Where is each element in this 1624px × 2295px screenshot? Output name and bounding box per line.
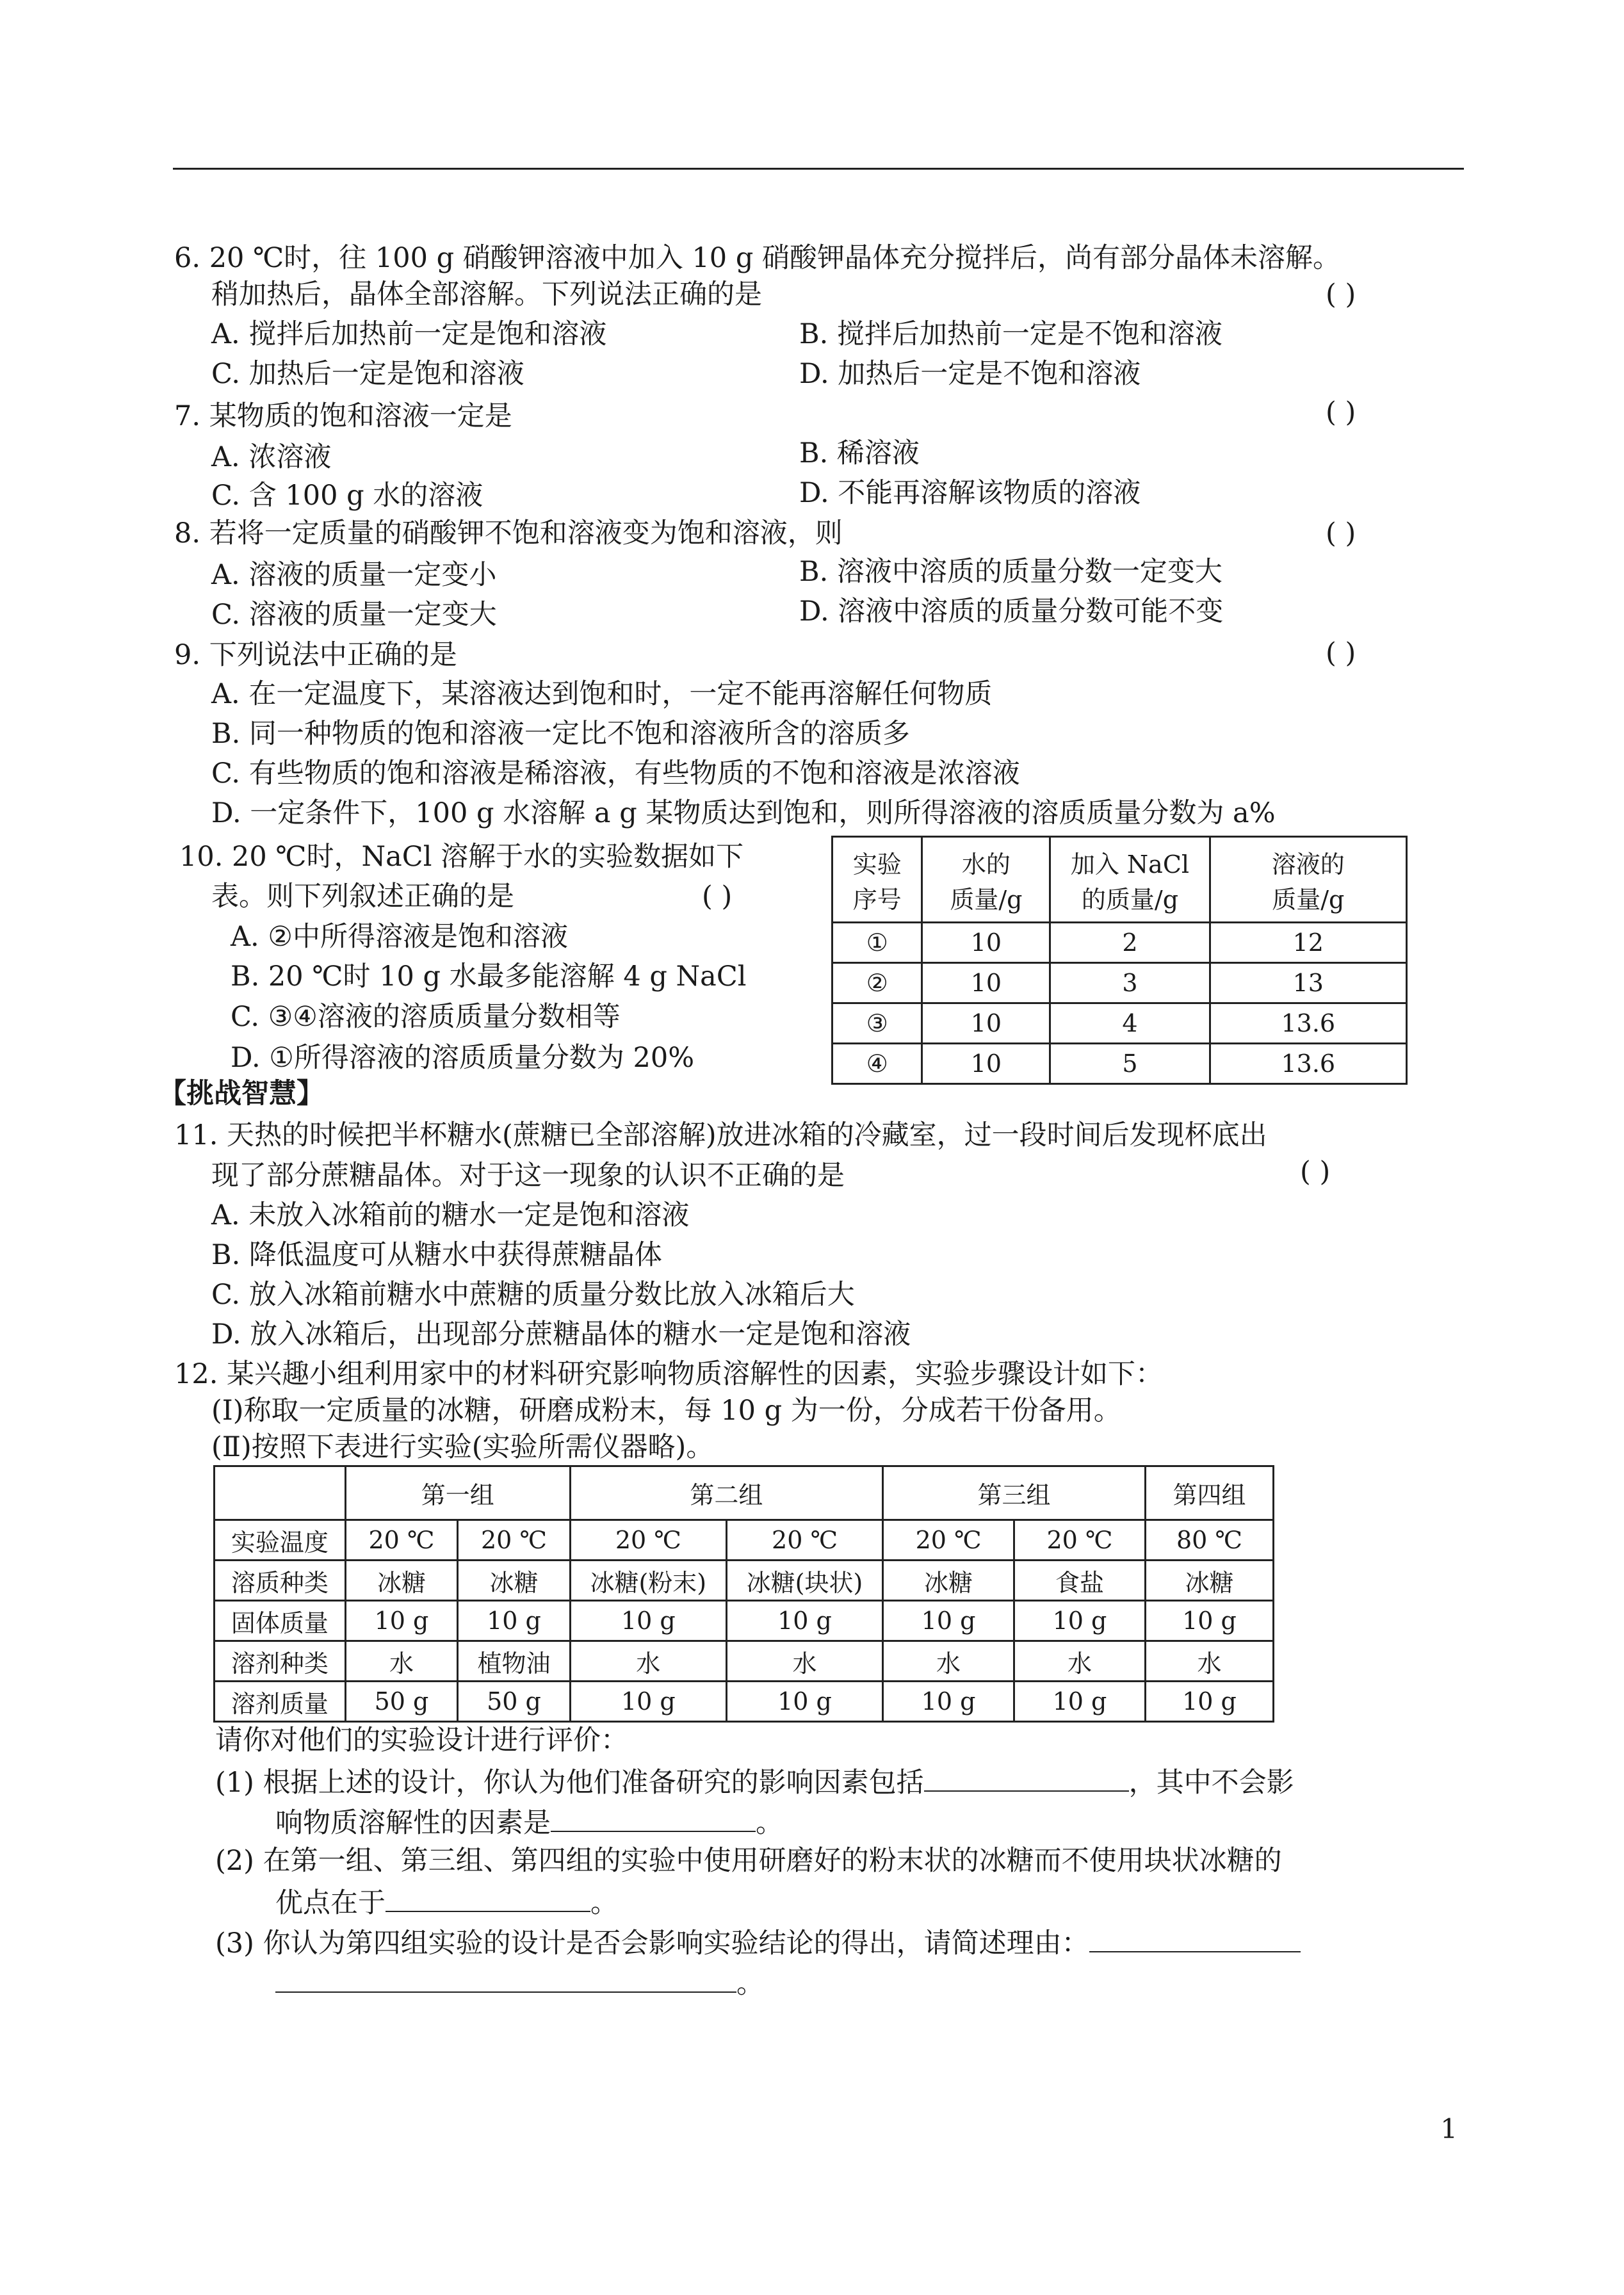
table-cell: 10 g (1014, 1682, 1146, 1722)
q11-option-b: B. 降低温度可从糖水中获得蔗糖晶体 (211, 1239, 662, 1271)
q12-part3-blank2[interactable] (275, 1963, 736, 1993)
q12-part1-blank1[interactable] (924, 1762, 1129, 1792)
table-cell: 10 g (1145, 1682, 1273, 1722)
group-header: 第四组 (1145, 1466, 1273, 1520)
q11-stem-line1: 11. 天热的时候把半杯糖水(蔗糖已全部溶解)放进冰箱的冷藏室，过一段时间后发现杯底出 (174, 1119, 1267, 1151)
group-header: 第三组 (883, 1466, 1146, 1520)
q12-experiment-table (213, 1465, 1274, 1723)
q12-step2: (Ⅱ)按照下表进行实验(实验所需仪器略)。 (211, 1431, 714, 1463)
q12-part3-blank1[interactable] (1089, 1923, 1301, 1952)
table-cell: 20 ℃ (726, 1520, 882, 1561)
group-header: 第一组 (345, 1466, 570, 1520)
table-cell: 10 g (458, 1601, 571, 1641)
q12-group-header-row (215, 1466, 1274, 1520)
q10-table-header-row (832, 837, 1407, 923)
q10-header-cell: 实验 序号 (832, 837, 922, 923)
table-cell (215, 1466, 346, 1520)
table-cell: 10 g (1145, 1601, 1273, 1641)
q8-stem: 8. 若将一定质量的硝酸钾不饱和溶液变为饱和溶液，则 (174, 517, 843, 549)
table-cell: 20 ℃ (458, 1520, 571, 1561)
q10-stem-line1: 10. 20 ℃时，NaCl 溶解于水的实验数据如下 (179, 841, 744, 873)
q6-option-b: B. 搅拌后加热前一定是不饱和溶液 (799, 318, 1222, 350)
q6-stem-line2: 稍加热后，晶体全部溶解。下列说法正确的是 (211, 279, 762, 311)
table-cell: 10 g (883, 1682, 1014, 1722)
q12-stem: 12. 某兴趣小组利用家中的材料研究影响物质溶解性的因素，实验步骤设计如下： (174, 1358, 1164, 1390)
q12-part1-line1: (1) 根据上述的设计，你认为他们准备研究的影响因素包括 ，其中不会影 (215, 1762, 1294, 1801)
q10-option-d: D. ①所得溶液的溶质质量分数为 20% (231, 1042, 695, 1074)
q12-part2-line1: (2) 在第一组、第三组、第四组的实验中使用研磨好的粉末状的冰糖而不使用块状冰糖的 (215, 1845, 1282, 1877)
q7-option-a: A. 浓溶液 (211, 441, 332, 473)
q12-step1: (Ⅰ)称取一定质量的冰糖，研磨成粉末，每 10 g 为一份，分成若干份备用。 (211, 1395, 1121, 1427)
row-label: 实验温度 (215, 1520, 346, 1561)
q6-option-a: A. 搅拌后加热前一定是饱和溶液 (211, 318, 607, 350)
table-row (215, 1601, 1274, 1641)
table-cell: 10 (922, 923, 1050, 963)
q8-option-d: D. 溶液中溶质的质量分数可能不变 (799, 596, 1224, 628)
table-cell: 13 (1210, 963, 1406, 1003)
q10-data-table (831, 836, 1408, 1085)
table-cell: 冰糖(块状) (726, 1561, 882, 1601)
table-cell: ③ (832, 1003, 922, 1044)
q8-option-a: A. 溶液的质量一定变小 (211, 559, 497, 591)
table-row (832, 1003, 1407, 1044)
table-row (215, 1520, 1274, 1561)
table-cell: 20 ℃ (1014, 1520, 1146, 1561)
table-cell: 10 (922, 963, 1050, 1003)
q11-option-d: D. 放入冰箱后，出现部分蔗糖晶体的糖水一定是饱和溶液 (211, 1318, 911, 1350)
q12-part1-blank2[interactable] (551, 1803, 756, 1832)
table-row (215, 1682, 1274, 1722)
table-cell: 冰糖 (345, 1561, 458, 1601)
q7-stem: 7. 某物质的饱和溶液一定是 (174, 400, 512, 432)
table-cell: 水 (1145, 1641, 1273, 1682)
table-cell: 10 g (726, 1601, 882, 1641)
q10-option-b: B. 20 ℃时 10 g 水最多能溶解 4 g NaCl (231, 961, 747, 993)
q12-part3-line2: 。 (275, 1963, 764, 2002)
q8-answer-paren[interactable]: ( ) (1326, 517, 1356, 549)
table-cell: 水 (883, 1641, 1014, 1682)
q12-part1-line2: 响物质溶解性的因素是 。 (275, 1803, 783, 1841)
q11-option-c: C. 放入冰箱前糖水中蔗糖的质量分数比放入冰箱后大 (211, 1279, 855, 1311)
table-cell: ① (832, 923, 922, 963)
table-cell: 水 (345, 1641, 458, 1682)
table-cell: 20 ℃ (570, 1520, 726, 1561)
q6-answer-paren[interactable]: ( ) (1326, 279, 1356, 311)
table-cell: 冰糖(粉末) (570, 1561, 726, 1601)
table-cell: 80 ℃ (1145, 1520, 1273, 1561)
table-cell: 2 (1050, 923, 1210, 963)
table-row (832, 963, 1407, 1003)
page-number: 1 (1440, 2113, 1458, 2145)
table-cell: 10 (922, 1044, 1050, 1084)
table-cell: 50 g (345, 1682, 458, 1722)
q9-answer-paren[interactable]: ( ) (1326, 637, 1356, 669)
q7-option-b: B. 稀溶液 (799, 437, 920, 469)
q12-evaluation-prompt: 请你对他们的实验设计进行评价： (215, 1724, 628, 1756)
q9-stem: 9. 下列说法中正确的是 (174, 639, 457, 671)
table-cell: 食盐 (1014, 1561, 1146, 1601)
table-cell: ② (832, 963, 922, 1003)
q10-option-c: C. ③④溶液的溶质质量分数相等 (231, 1001, 621, 1033)
table-row (832, 1044, 1407, 1084)
q11-stem-line2: 现了部分蔗糖晶体。对于这一现象的认识不正确的是 (211, 1160, 845, 1192)
q7-option-c: C. 含 100 g 水的溶液 (211, 480, 483, 512)
table-cell: 20 ℃ (345, 1520, 458, 1561)
q7-answer-paren[interactable]: ( ) (1326, 396, 1356, 428)
q10-option-a: A. ②中所得溶液是饱和溶液 (231, 921, 568, 953)
q11-option-a: A. 未放入冰箱前的糖水一定是饱和溶液 (211, 1199, 690, 1231)
q9-option-a: A. 在一定温度下，某溶液达到饱和时，一定不能再溶解任何物质 (211, 678, 993, 710)
q12-part2-line2: 优点在于 。 (275, 1883, 618, 1921)
table-cell: 10 g (1014, 1601, 1146, 1641)
q6-option-d: D. 加热后一定是不饱和溶液 (799, 358, 1141, 390)
q10-header-cell: 水的 质量/g (922, 837, 1050, 923)
table-cell: 10 g (345, 1601, 458, 1641)
table-row (832, 923, 1407, 963)
q10-answer-paren[interactable]: ( ) (702, 880, 733, 912)
q7-option-d: D. 不能再溶解该物质的溶液 (799, 477, 1141, 509)
q10-stem-line2: 表。则下列叙述正确的是 (211, 880, 514, 912)
table-cell: 10 (922, 1003, 1050, 1044)
table-cell: 50 g (458, 1682, 571, 1722)
q8-option-b: B. 溶液中溶质的质量分数一定变大 (799, 556, 1222, 588)
table-row (215, 1561, 1274, 1601)
q6-stem-line1: 6. 20 ℃时，往 100 g 硝酸钾溶液中加入 10 g 硝酸钾晶体充分搅拌后，尚有部分晶体未溶解。 (174, 242, 1341, 274)
table-cell: 水 (1014, 1641, 1146, 1682)
table-cell: ④ (832, 1044, 922, 1084)
q9-option-b: B. 同一种物质的饱和溶液一定比不饱和溶液所含的溶质多 (211, 718, 910, 750)
table-cell: 13.6 (1210, 1003, 1406, 1044)
table-row (215, 1641, 1274, 1682)
table-cell: 冰糖 (883, 1561, 1014, 1601)
table-cell: 10 g (883, 1601, 1014, 1641)
q8-option-c: C. 溶液的质量一定变大 (211, 599, 497, 631)
table-cell: 3 (1050, 963, 1210, 1003)
table-cell: 植物油 (458, 1641, 571, 1682)
table-cell: 13.6 (1210, 1044, 1406, 1084)
q6-option-c: C. 加热后一定是饱和溶液 (211, 358, 524, 390)
table-cell: 5 (1050, 1044, 1210, 1084)
row-label: 溶剂种类 (215, 1641, 346, 1682)
table-cell: 水 (570, 1641, 726, 1682)
q9-option-c: C. 有些物质的饱和溶液是稀溶液，有些物质的不饱和溶液是浓溶液 (211, 758, 1020, 790)
q10-header-cell: 加入 NaCl 的质量/g (1050, 837, 1210, 923)
table-cell: 20 ℃ (883, 1520, 1014, 1561)
row-label: 固体质量 (215, 1601, 346, 1641)
header-rule (173, 168, 1464, 170)
table-cell: 4 (1050, 1003, 1210, 1044)
row-label: 溶剂质量 (215, 1682, 346, 1722)
row-label: 溶质种类 (215, 1561, 346, 1601)
q11-answer-paren[interactable]: ( ) (1300, 1156, 1331, 1188)
table-cell: 冰糖 (1145, 1561, 1273, 1601)
q10-header-cell: 溶液的 质量/g (1210, 837, 1406, 923)
table-cell: 冰糖 (458, 1561, 571, 1601)
table-cell: 12 (1210, 923, 1406, 963)
q9-option-d: D. 一定条件下，100 g 水溶解 a g 某物质达到饱和，则所得溶液的溶质质量分数为 a% (211, 797, 1276, 829)
table-cell: 10 g (570, 1682, 726, 1722)
table-cell: 10 g (726, 1682, 882, 1722)
group-header: 第二组 (570, 1466, 882, 1520)
q12-part3-line1: (3) 你认为第四组实验的设计是否会影响实验结论的得出，请简述理由： (215, 1923, 1301, 1961)
table-cell: 10 g (570, 1601, 726, 1641)
section-heading: 【挑战智慧】 (159, 1078, 324, 1110)
table-cell: 水 (726, 1641, 882, 1682)
q12-part2-blank[interactable] (386, 1883, 590, 1912)
